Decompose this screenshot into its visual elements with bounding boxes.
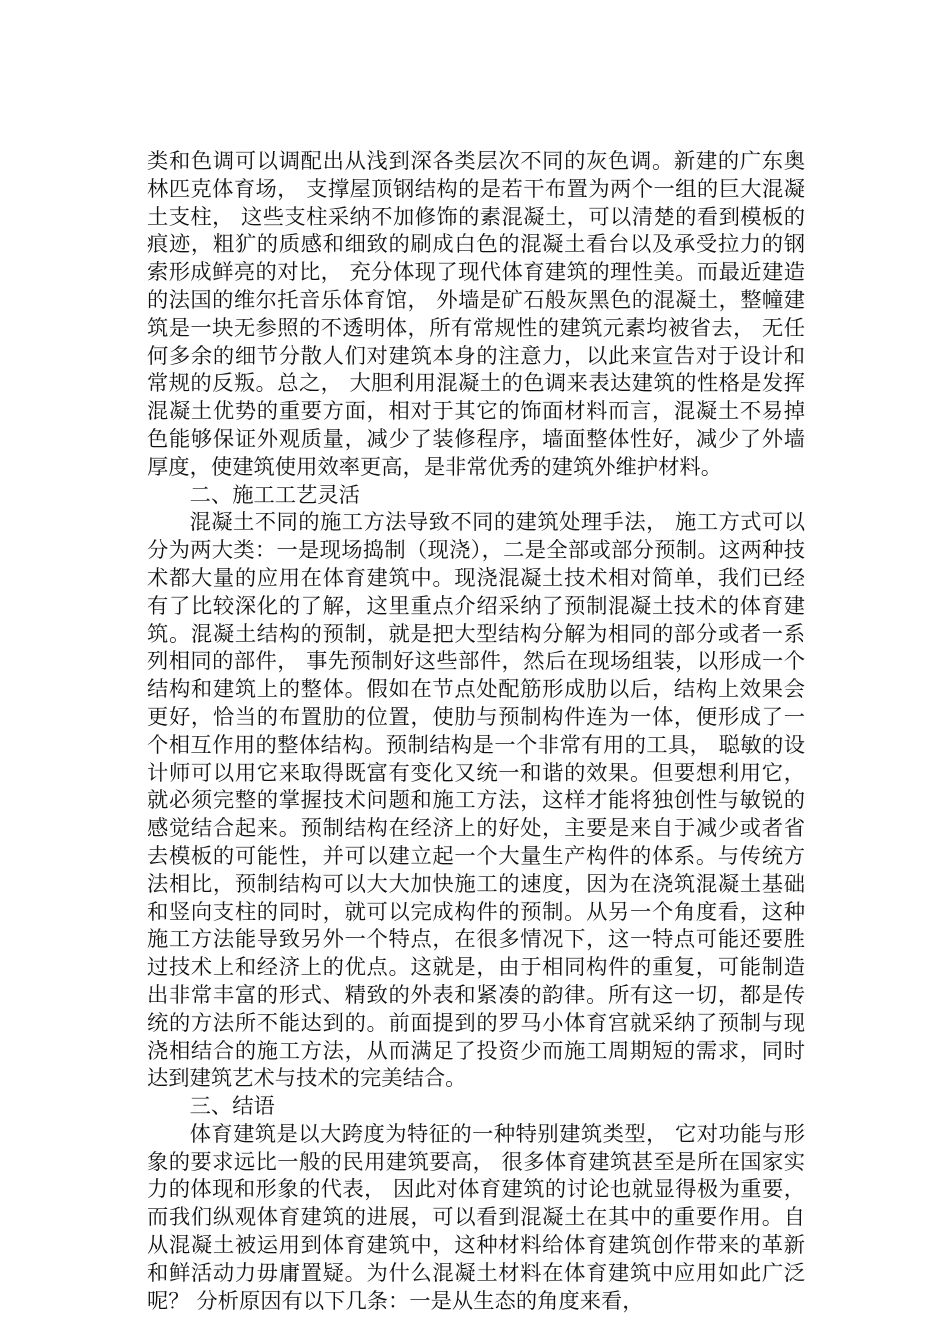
- section-heading-conclusion: 三、结语: [189, 1094, 275, 1120]
- paragraph-color-tone: 类和色调可以调配出从浅到深各类层次不同的灰色调。新建的广东奥林匹克体育场， 支撑屋顶钢结构的是若干布置为两个一组的巨大混凝土支柱， 这些支柱采纳不加修饰的素混凝土，可以清楚的看到模板的痕迹，粗犷的质感和细致的刷成白色的混凝土看台以及承受拉力的钢索形成鲜亮的对比， 充分体现了现代体育建筑的理性美。而最近建造的法国的维尔托音乐体育馆， 外墙是矿石般灰黑色的混凝土，整幢建筑是一块无参照的不透明体，所有常规性的建筑元素均被省去， 无任何多余的细节分散人们对建筑本身的注意力，以此来宣告对于设计和常规的反叛。总之， 大胆利用混凝土的色调来表达建筑的性格是发挥混凝土优势的重要方面，相对于其它的饰面材料而言，混凝土不易掉色能够保证外观质量，减少了装修程序，墙面整体性好，减少了外墙厚度，使建筑使用效率更高，是非常优秀的建筑外维护材料。: [147, 149, 805, 480]
- paragraph-construction: 混凝土不同的施工方法导致不同的建筑处理手法， 施工方式可以分为两大类：一是现场捣制（现浇），二是全部或部分预制。这两种技术都大量的应用在体育建筑中。现浇混凝土技术相对简单，我们已经有了比较深化的了解，这里重点介绍采纳了预制混凝土技术的体育建筑。混凝土结构的预制，就是把大型结构分解为相同的部分或者一系列相同的部件， 事先预制好这些部件，然后在现场组装，以形成一个结构和建筑上的整体。假如在节点处配筋形成肋以后，结构上效果会更好，恰当的布置肋的位置，使肋与预制构件连为一体，便形成了一个相互作用的整体结构。预制结构是一个非常有用的工具， 聪敏的设计师可以用它来取得既富有变化又统一和谐的效果。但要想利用它，就必须完整的掌握技术问题和施工方法，这样才能将独创性与敏锐的感觉结合起来。预制结构在经济上的好处，主要是来自于减少或者省去模板的可能性，并可以建立起一个大量生产构件的体系。与传统方法相比，预制结构可以大大加快施工的速度，因为在浇筑混凝土基础和竖向支柱的同时，就可以完成构件的预制。从另一个角度看，这种施工方法能导致另外一个特点，在很多情况下，这一特点可能还要胜过技术上和经济上的优点。这就是，由于相同构件的重复，可能制造出非常丰富的形式、精致的外表和紧凑的韵律。所有这一切，都是传统的方法所不能达到的。前面提到的罗马小体育宫就采纳了预制与现浇相结合的施工方法，从而满足了投资少而施工周期短的需求，同时达到建筑艺术与技术的完美结合。: [147, 510, 805, 1092]
- paragraph-conclusion: 体育建筑是以大跨度为特征的一种特别建筑类型， 它对功能与形象的要求远比一般的民用建筑要高， 很多体育建筑甚至是所在国家实力的体现和形象的代表， 因此对体育建筑的讨论也就显得极为重要，而我们纵观体育建筑的进展，可以看到混凝土在其中的重要作用。自从混凝土被运用到体育建筑中，这种材料给体育建筑创作带来的革新和鲜活动力毋庸置疑。为什么混凝土材料在体育建筑中应用如此广泛呢？ 分析原因有以下几条：一是从生态的角度来看，: [147, 1121, 805, 1314]
- section-heading-construction: 二、施工工艺灵活: [189, 482, 360, 508]
- document-page: [147, 148, 805, 1315]
